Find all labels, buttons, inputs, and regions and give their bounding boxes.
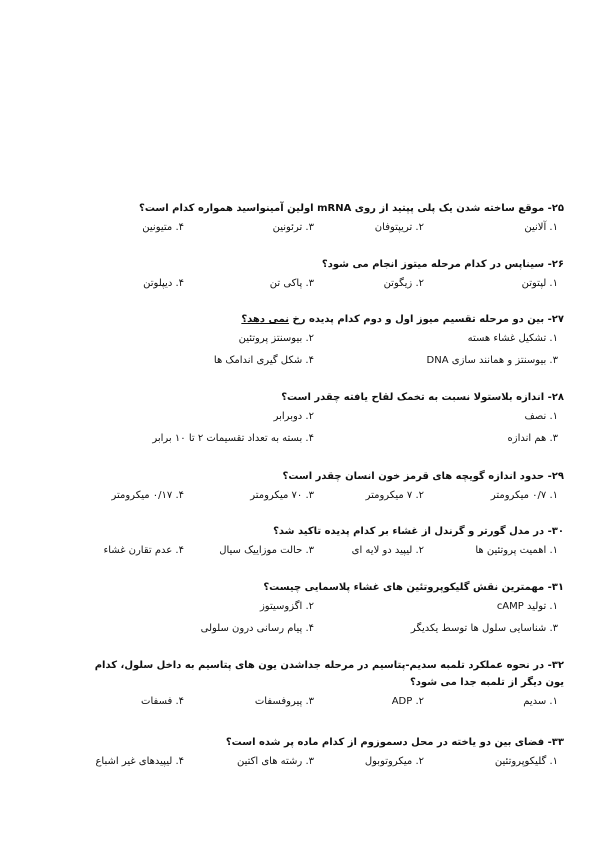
option-1[interactable]: ۱. نصف: [524, 411, 558, 422]
option-4[interactable]: ۴. دیپلوتن: [143, 278, 184, 289]
option-2[interactable]: ۲. ۷ میکرومتر: [365, 490, 424, 501]
option-4[interactable]: ۴. پیام رسانی درون سلولی: [200, 623, 314, 634]
question-text: اندازه بلاستولا نسبت به تخمک لقاح یافته چقدر است؟: [281, 392, 545, 403]
option-1[interactable]: ۱. اهمیت پروتئین ها: [475, 545, 558, 556]
option-4[interactable]: ۴. متیونین: [142, 222, 184, 233]
option-3[interactable]: ۳. رشته های اکتین: [236, 756, 314, 767]
option-1[interactable]: ۱. ۰/۷ میکرومتر: [490, 490, 558, 501]
question-stem: [86, 734, 564, 751]
question-stem: [86, 523, 564, 540]
question-28: [86, 389, 564, 450]
option-4[interactable]: ۴. شکل گیری اندامک ها: [213, 355, 314, 366]
option-2[interactable]: ۲. تریپتوفان: [374, 222, 424, 233]
options-row: [86, 691, 564, 713]
option-1[interactable]: ۱. تولید cAMP: [496, 601, 558, 612]
question-26: [86, 256, 564, 295]
question-stem: [86, 200, 564, 217]
option-2[interactable]: ۲. لیپید دو لایه ای: [351, 545, 424, 556]
question-stem: [86, 311, 564, 328]
question-number: ۲۹-: [547, 471, 564, 482]
question-31: [86, 579, 564, 640]
option-3[interactable]: ۳. ترئونین: [272, 222, 314, 233]
question-33: [86, 734, 564, 773]
question-text: بین دو مرحله تقسیم میوز اول و دوم کدام پدیده رخ: [289, 314, 545, 325]
option-4[interactable]: ۴. ۰/۱۷ میکرومتر: [111, 490, 184, 501]
question-text: در مدل گورتر و گرندل از غشاء بر کدام پدیده تاکید شد؟: [273, 526, 545, 537]
option-3[interactable]: ۳. بیوسنتز و همانند سازی DNA: [426, 355, 558, 366]
question-25: [86, 200, 564, 239]
option-4[interactable]: ۴. بسته به تعداد تقسیمات ۲ تا ۱۰ برابر: [152, 433, 314, 444]
question-29: [86, 468, 564, 507]
question-text: موقع ساخته شدن یک پلی پپتید از روی mRNA اولین آمینواسید همواره کدام است؟: [139, 203, 545, 214]
question-stem: [86, 389, 564, 406]
options-row: [86, 596, 564, 618]
option-1[interactable]: ۱. لپتوتن: [521, 278, 558, 289]
question-number: ۳۰-: [547, 526, 564, 537]
option-1[interactable]: ۱. تشکیل غشاء هسته: [467, 333, 558, 344]
question-number: ۲۶-: [547, 259, 564, 270]
options-row: [86, 217, 564, 239]
question-text: سیناپس در کدام مرحله میتوز انجام می شود؟: [321, 259, 545, 270]
question-number: ۳۱-: [547, 582, 564, 593]
question-number: ۲۵-: [547, 203, 564, 214]
option-4[interactable]: ۴. فسفات: [141, 696, 184, 707]
options-row: [86, 618, 564, 640]
question-number: ۲۸-: [547, 392, 564, 403]
question-text: حدود اندازه گویچه های قرمز خون انسان چقدر است؟: [282, 471, 545, 482]
options-row: [86, 751, 564, 773]
question-text: مهمترین نقش گلیکوپروتئین های غشاء پلاسمایی چیست؟: [263, 582, 545, 593]
option-3[interactable]: ۳. حالت موزاییک سیال: [219, 545, 314, 556]
option-2[interactable]: ۲. دوبرابر: [273, 411, 314, 422]
option-3[interactable]: ۳. شناسایی سلول ها توسط یکدیگر: [410, 623, 558, 634]
question-number: ۳۲-: [547, 660, 564, 671]
options-row: [86, 350, 564, 372]
option-3[interactable]: ۳. پاکی تن: [269, 278, 314, 289]
option-4[interactable]: ۴. عدم تقارن غشاء: [103, 545, 184, 556]
question-stem: [86, 579, 564, 596]
question-text: فضای بین دو یاخته در محل دسموزوم از کدام ماده پر شده است؟: [225, 737, 545, 748]
question-stem: [86, 468, 564, 485]
underlined-negation: نمی دهد؟: [241, 314, 290, 325]
question-32: [86, 657, 564, 713]
question-number: ۲۷-: [547, 314, 564, 325]
options-row: [86, 428, 564, 450]
option-2[interactable]: ۲. اگزوسیتوز: [259, 601, 314, 612]
options-row: [86, 540, 564, 562]
question-number: ۳۳-: [547, 737, 564, 748]
question-27: [86, 311, 564, 372]
option-3[interactable]: ۳. ۷۰ میکرومتر: [250, 490, 314, 501]
options-row: [86, 485, 564, 507]
options-row: [86, 328, 564, 350]
option-3[interactable]: ۳. هم اندازه: [507, 433, 558, 444]
option-2[interactable]: ۲. ADP: [391, 696, 424, 707]
options-row: [86, 273, 564, 295]
option-2[interactable]: ۲. بیوسنتز پروتئین: [238, 333, 314, 344]
option-1[interactable]: ۱. سدیم: [523, 696, 558, 707]
option-4[interactable]: ۴. لیپیدهای غیر اشباع: [95, 756, 184, 767]
question-stem: [86, 657, 564, 691]
option-2[interactable]: ۲. میکروتوبول: [364, 756, 424, 767]
question-stem: [86, 256, 564, 273]
option-3[interactable]: ۳. پیروفسفات: [254, 696, 314, 707]
question-30: [86, 523, 564, 562]
options-row: [86, 406, 564, 428]
option-1[interactable]: ۱. گلیکوپروتئین: [494, 756, 558, 767]
option-1[interactable]: ۱. آلانین: [524, 222, 558, 233]
option-2[interactable]: ۲. زیگوتن: [383, 278, 424, 289]
question-text: در نحوه عملکرد تلمبه سدیم-پتاسیم در مرحله جداشدن یون های پتاسیم به داخل سلول، کدام یون دیگر از تلمبه جدا می شود؟: [94, 660, 564, 688]
